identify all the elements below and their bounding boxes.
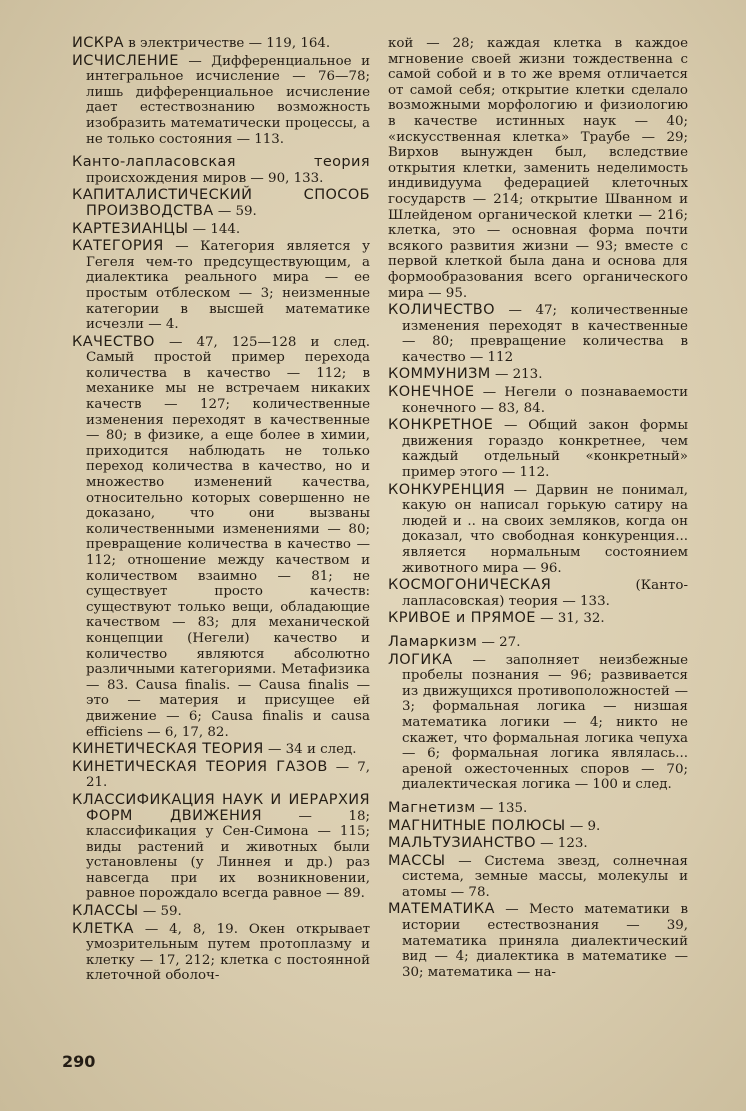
index-entry: КАЧЕСТВО — 47, 125—128 и след. Самый простой пример перехода количества в качество — 112; в механике мы не встречаем никаких качеств — 127; количественные изменения переходят в качественные — 80; в физике, а еще более в химии, приходится наблюдать не только переход количества в качество, но и множество изменений качества, относительно которых совершенно не доказано, что они вызваны количественными изменениями — 80; превращение количества в качество — 112; отношение между качеством и количеством взаимно — 81; не существует просто качеств: существуют только вещи, обладающие качеством — 83; для механической концепции (Негели) качество и количество являются абсолютно различными категориями. Метафизика — 83. Causa finalis. — Causa finalis — это — материя и присущее ей движение — 6; Causa finalis и causa efficiens — 6, 17, 82. — [72, 333, 370, 740]
index-entry: КРИВОЕ и ПРЯМОЕ — 31, 32. — [388, 610, 605, 627]
index-entry: Канто-лапласовская теория происхождения миров — 90, 133. — [72, 154, 370, 186]
page-number: 290 — [62, 1052, 96, 1071]
index-entry: КИНЕТИЧЕСКАЯ ТЕОРИЯ — 34 и след. — [72, 741, 357, 758]
index-entry: КОНЕЧНОЕ — Негели о познаваемости конечного — 83, 84. — [388, 384, 688, 416]
index-entry: КОНКРЕТНОЕ — Общий закон формы движения гораздо конкретнее, чем каждый отдельный «конкретный» пример этого — 112. — [388, 417, 688, 481]
index-entry: МАЛЬТУЗИАНСТВО — 123. — [388, 835, 588, 852]
index-entry: МАССЫ — Система звезд, солнечная система, земные массы, молекулы и атомы — 78. — [388, 852, 688, 900]
index-entry: КИНЕТИЧЕСКАЯ ТЕОРИЯ ГАЗОВ — 7, 21. — [72, 758, 370, 791]
index-entry: КЛАССЫ — 59. — [72, 903, 182, 920]
index-entry-continuation: кой — 28; каждая клетка в каждое мгновение своей жизни тождественна с самой собой и в то же время отличается от самой себя; открытие клетки сделало возможными морфологию и физиологию в качестве истинных наук — 40; «искусственная клетка» Траубе — 29; Вирхов вынужден был, вследствие открытия клетки, заменить неделимость индивидуума федерацией клеточных государств — 214; открытие Шванном и Шлейденом органической клетки — 216; клетка, это — основная форма почти всякого развития жизни — 93; вместе с первой клеткой была дана и основа для формообразования всего органического мира — 95. — [388, 36, 688, 301]
index-entry: КАТЕГОРИЯ — Категория является у Гегеля чем-то предсуществующим, а диалектика реального мира — ее простым отблеском — 3; неизменные категории в высшей математике исчезли — 4. — [72, 238, 370, 333]
index-entry: КЛЕТКА — 4, 8, 19. Окен открывает умозрительным путем протоплазму и клетку — 17, 212; клетка с постоянной клеточной оболоч- — [72, 920, 370, 984]
index-entry: ЛОГИКА — заполняет неизбежные пробелы познания — 96; развивается из движущихся противоположностей — 3; формальная логика — низшая математика логики — 4; никто не скажет, что формальная логика чепуха — 6; формальная логика являлась... ареной ожесточенных споров — 70; диалектическая логика — 100 и след. — [388, 651, 688, 793]
index-entry: МАТЕМАТИКА — Место математики в истории естествознания — 39, математика приняла диалектический вид — 4; диалектика в математике — 30; математика — на- — [388, 901, 688, 980]
right-column — [388, 36, 688, 982]
index-entry: КАПИТАЛИСТИЧЕСКИЙ СПОСОБ ПРОИЗВОДСТВА — 59. — [72, 187, 370, 219]
index-entry: КАРТЕЗИАНЦЫ — 144. — [72, 220, 241, 237]
index-entry: Магнетизм — 135. — [388, 799, 528, 816]
left-column — [72, 36, 370, 986]
index-entry: ИСЧИСЛЕНИЕ — Дифференциальное и интегральное исчисление — 76—78; лишь дифференциальное исчисление дает естествознанию возможность изобразить математически процессы, а не только состояния — 113. — [72, 52, 370, 147]
index-entry: КОММУНИЗМ — 213. — [388, 366, 543, 383]
index-entry: КОНКУРЕНЦИЯ — Дарвин не понимал, какую он написал горькую сатиру на людей и .. на своих земляков, когда он доказал, что свободная конкуренция... является нормальным состоянием животного мира — 96. — [388, 481, 688, 576]
index-entry: КОСМОГОНИЧЕСКАЯ (Канто-лапласовская) теория — 133. — [388, 577, 688, 609]
index-entry: КОЛИЧЕСТВО — 47; количественные изменения переходят в качественные — 80; превращение количества в качество — 112 — [388, 302, 688, 365]
index-entry: Ламаркизм — 27. — [388, 633, 521, 650]
index-entry: ИСКРА в электричестве — 119, 164. — [72, 35, 331, 51]
index-entry: МАГНИТНЫЕ ПОЛЮСЫ — 9. — [388, 817, 601, 834]
index-entry: КЛАССИФИКАЦИЯ НАУК И ИЕРАРХИЯ ФОРМ ДВИЖЕНИЯ — 18; классификация у Сен-Симона — 115; виды растений и животных были установлены (у Линнея и др.) раз навсегда при их возникновении, равное порождало всегда равное — 89. — [72, 791, 370, 902]
